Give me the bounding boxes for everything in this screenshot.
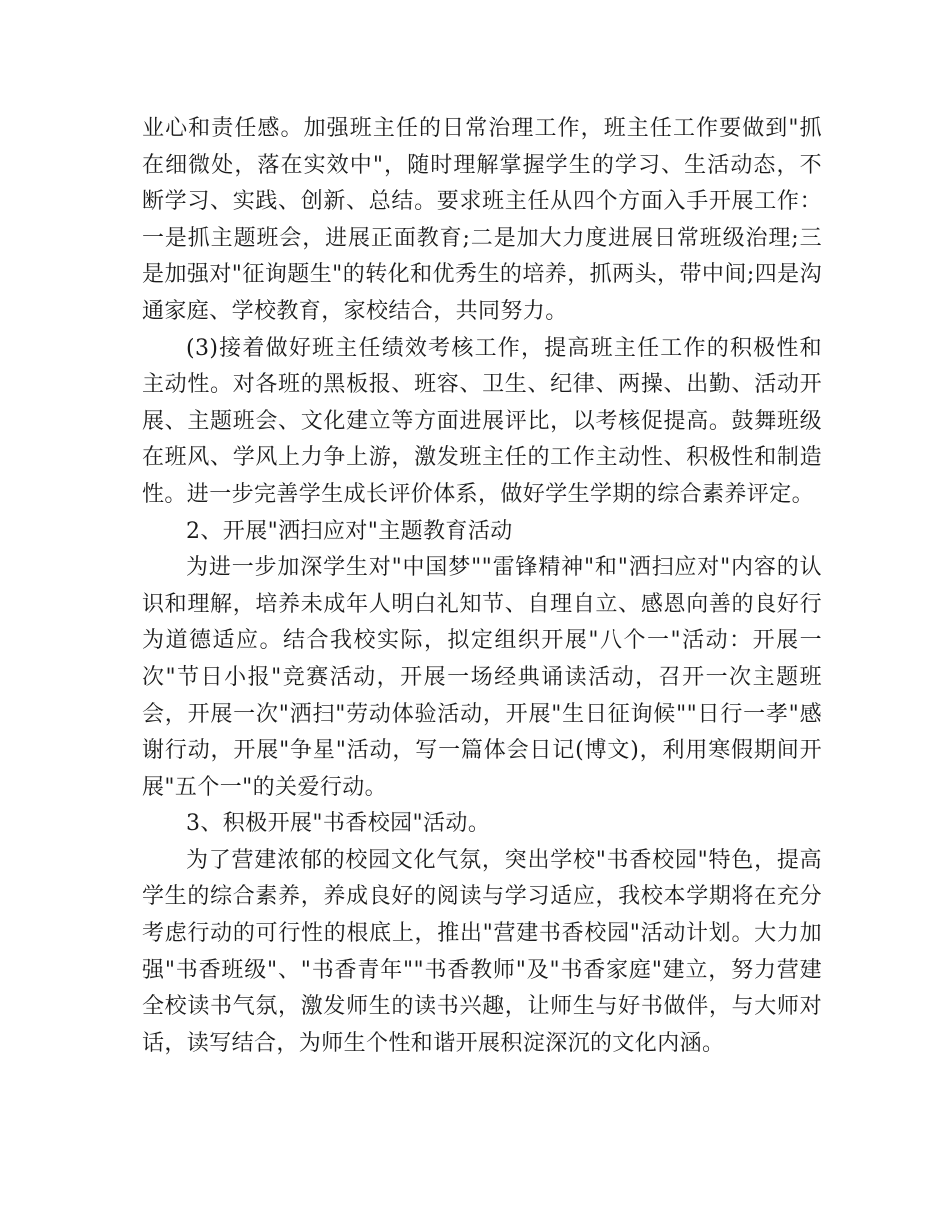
paragraph-scholarly-campus: 为了营建浓郁的校园文化气氛，突出学校"书香校园"特色，提高学生的综合素养，养成良好的阅读与学习适应，我校本学期将在充分考虑行动的可行性的根底上，推出"营建书香校园"活动计划。大力加强"书香班级"、"书香青年""书香教师"及"书香家庭"建立，努力营建全校读书气氛，激发师生的读书兴趣，让师生与好书做伴，与大师对话，读写结合，为师生个性和谐开展积淀深沉的文化内涵。	[142, 847, 822, 1056]
paragraph-performance-assessment: (3)接着做好班主任绩效考核工作，提高班主任工作的积极性和主动性。对各班的黑板报、班容、卫生、纪律、两操、出勤、活动开展、主题班会、文化建立等方面进展评比，以考核促提高。鼓舞班级在班风、学风上力争上游，激发班主任的工作主动性、积极性和制造性。进一步完善学生成长评价体系，做好学生学期的综合素养评定。	[142, 335, 822, 507]
document-body	[142, 111, 822, 1062]
heading-section-3: 3、积极开展"书香校园"活动。	[186, 811, 491, 837]
heading-section-2: 2、开展"洒扫应对"主题教育活动	[186, 518, 513, 544]
paragraph-eight-activities: 为进一步加深学生对"中国梦""雷锋精神"和"洒扫应对"内容的认识和理解，培养未成年人明白礼知节、自理自立、感恩向善的良好行为道德适应。结合我校实际，拟定组织开展"八个一"活动：开展一次"节日小报"竞赛活动，开展一场经典诵读活动，召开一次主题班会，开展一次"洒扫"劳动体验活动，开展"生日征询候""日行一孝"感谢行动，开展"争星"活动，写一篇体会日记(博文)，利用寒假期间开展"五个一"的关爱行动。	[142, 555, 822, 800]
paragraph-class-teacher-management: 业心和责任感。加强班主任的日常治理工作，班主任工作要做到"抓在细微处，落在实效中"，随时理解掌握学生的学习、生活动态，不断学习、实践、创新、总结。要求班主任从四个方面入手开展工作：一是抓主题班会，进展正面教育;二是加大力度进展日常班级治理;三是加强对"征询题生"的转化和优秀生的培养，抓两头，带中间;四是沟通家庭、学校教育，家校结合，共同努力。	[142, 116, 822, 324]
